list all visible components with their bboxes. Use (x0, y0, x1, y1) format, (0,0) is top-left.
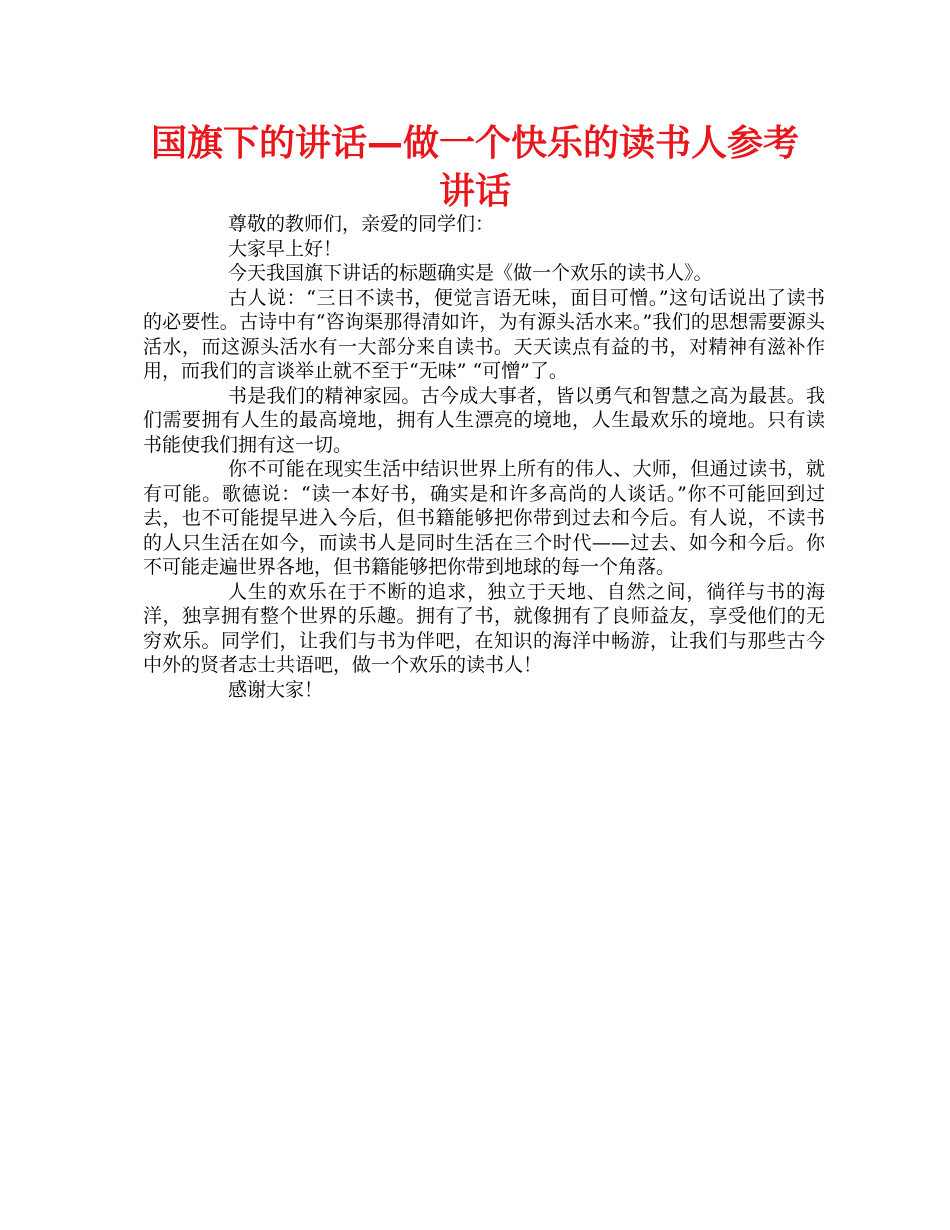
body-paragraph: 书是我们的精神家园。古今成大事者，皆以勇气和智慧之高为最甚。我们需要拥有人生的最高境地，拥有人生漂亮的境地，人生最欢乐的境地。只有读书能使我们拥有这一切。 (143, 384, 825, 456)
document-body (143, 212, 825, 702)
closing-paragraph: 感谢大家！ (228, 678, 324, 701)
document-title: 国旗下的讲话—做一个快乐的读书人参考讲话 (150, 123, 799, 212)
salutation-paragraph: 尊敬的教师们，亲爱的同学们： (228, 213, 495, 235)
body-paragraph: 你不可能在现实生活中结识世界上所有的伟人、大师，但通过读书，就有可能。歌德说：“读一本好书，确实是和许多高尚的人谈话。”你不可能回到过去，也不可能提早进入今后，但书籍能够把你带到过去和今后。有人说，不读书的人只生活在如今，而读书人是同时生活在三个时代——过去、如今和今后。你不可能走遍世界各地，但书籍能够把你带到地球的每一个角落。 (143, 458, 825, 578)
greeting-paragraph: 大家早上好！ (228, 237, 343, 260)
body-paragraph: 古人说：“三日不读书，便觉言语无味，面目可憎。”这句话说出了读书的必要性。古诗中有“咨询渠那得清如许，为有源头活水来。”我们的思想需要源头活水，而这源头活水有一大部分来自读书。天天读点有益的书，对精神有滋补作用，而我们的言谈举止就不至于“无味” “可憎”了。 (143, 286, 825, 382)
body-paragraph: 人生的欢乐在于不断的追求，独立于天地、自然之间，徜徉与书的海洋，独享拥有整个世界的乐趣。拥有了书，就像拥有了良师益友，享受他们的无穷欢乐。同学们，让我们与书为伴吧，在知识的海洋中畅游，让我们与那些古今中外的贤者志士共语吧，做一个欢乐的读书人！ (143, 580, 825, 676)
topic-paragraph: 今天我国旗下讲话的标题确实是《做一个欢乐的读书人》。 (228, 262, 713, 284)
